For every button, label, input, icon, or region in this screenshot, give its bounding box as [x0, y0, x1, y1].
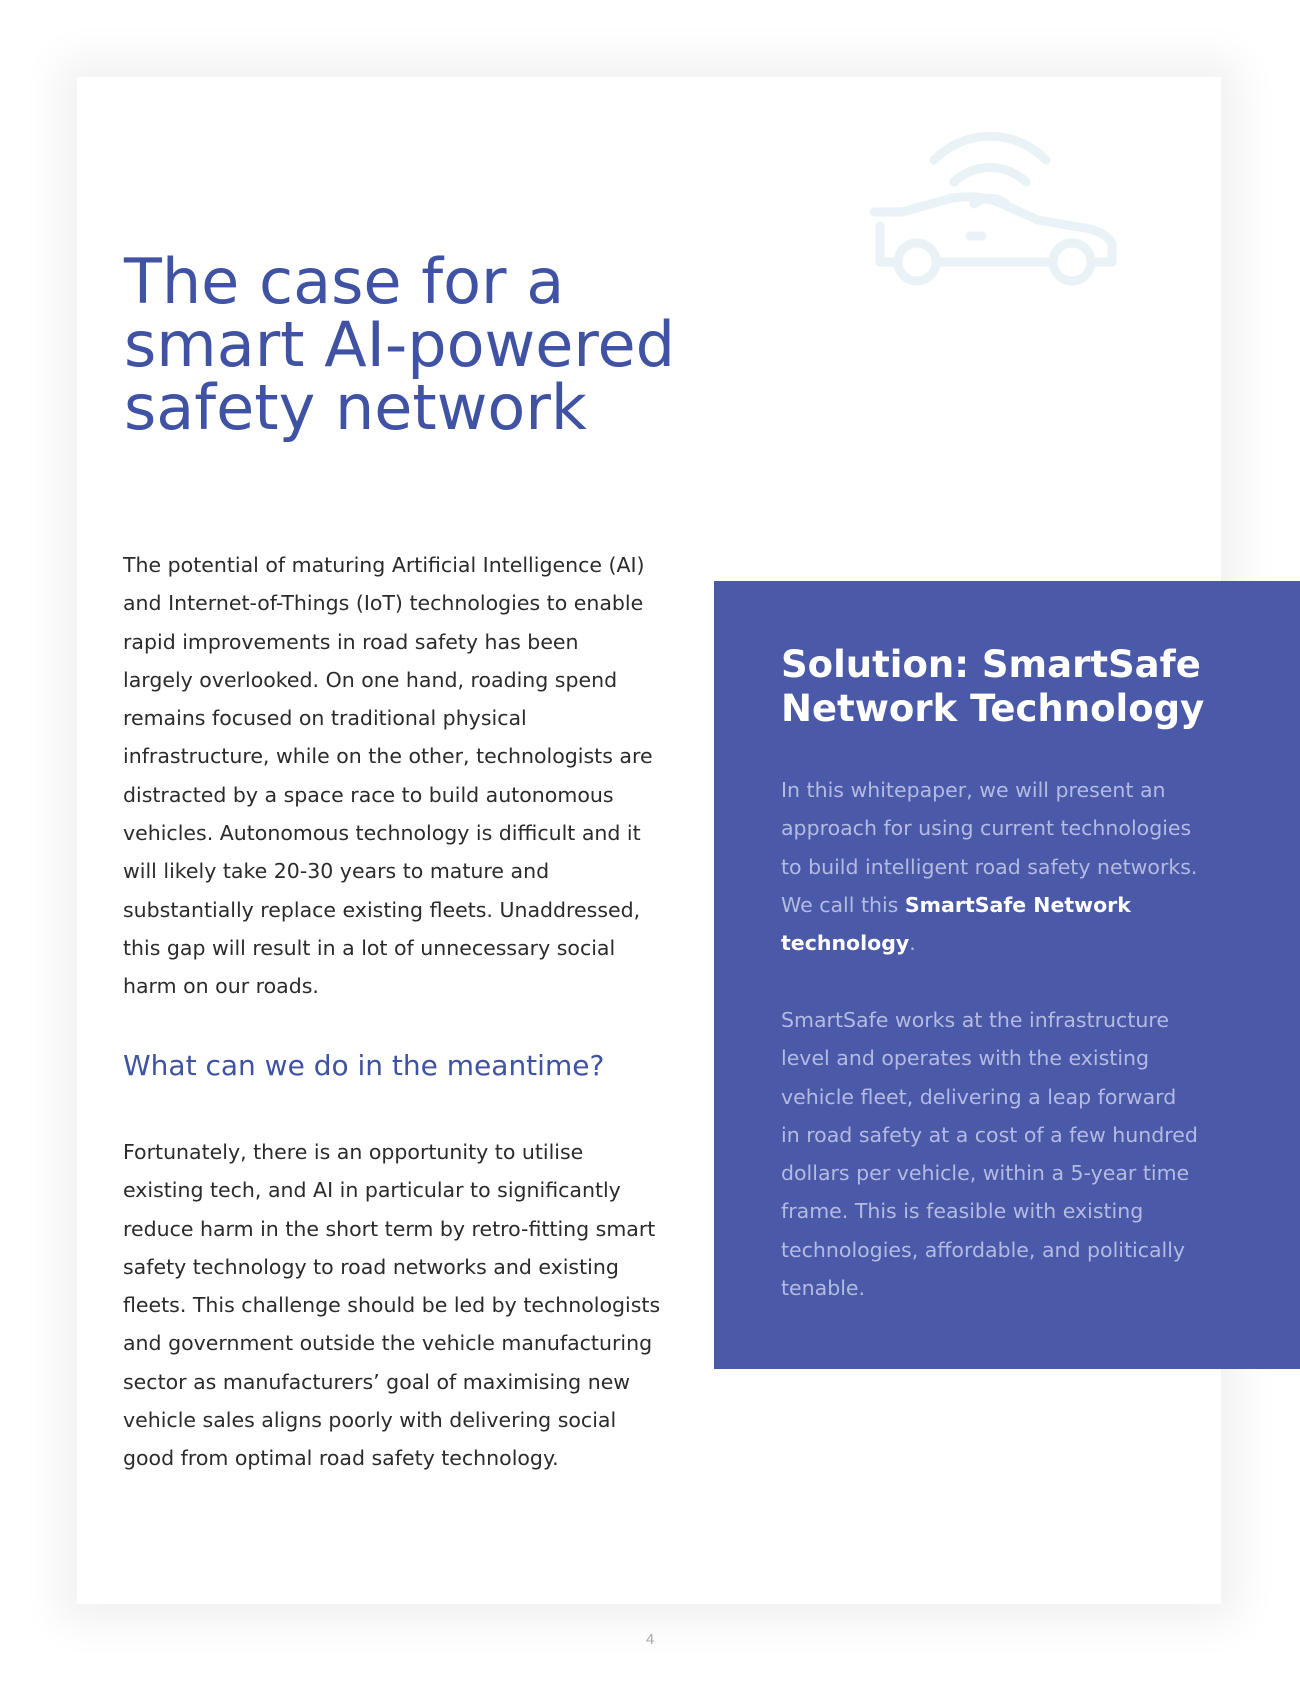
- meantime-heading: What can we do in the meantime?: [123, 1049, 605, 1082]
- solution-p1-end: .: [909, 931, 916, 956]
- page-number: 4: [645, 1631, 655, 1648]
- solution-p1-text: In this whitepaper, we will present an approach for using current technologies to build intelligent road safety networks. We call this: [781, 778, 1198, 917]
- meantime-paragraph: Fortunately, there is an opportunity to utilise existing tech, and AI in particular to significantly reduce harm in the short term by retro-fitting smart safety technology to road networks and existing fleets. This challenge should be led by technologists and government outside the vehicle manufacturing sector as manufacturers’ goal of maximising new vehicle sales aligns poorly with delivering social good from optimal road safety technology.: [123, 1140, 661, 1471]
- solution-title: Solution: SmartSafe Network Technology: [781, 643, 1205, 730]
- connected-car-icon: [862, 128, 1127, 298]
- solution-paragraph-2: SmartSafe works at the infrastructure level and operates with the existing vehicle fleet, delivering a leap forward in road safety at a cost of a few hundred dollars per vehicle, within a 5-year time frame. This is feasible with existing technologies, affordable, and politically tenable.: [781, 1008, 1198, 1301]
- solution-paragraph-1: [781, 771, 1201, 962]
- smartsafe-term: SmartSafe Network technology: [781, 892, 1131, 956]
- page-title: The case for a smart AI-powered safety network: [124, 245, 676, 444]
- intro-paragraph: The potential of maturing Artificial Intelligence (AI) and Internet-of-Things (IoT) technologies to enable rapid improvements in road safety has been largely overlooked. On one hand, roading spend remains focused on traditional physical infrastructure, while on the other, technologists are distracted by a space race to build autonomous vehicles. Autonomous technology is difficult and it will likely take 20-30 years to mature and substantially replace existing fleets. Unaddressed, this gap will result in a lot of unnecessary social harm on our roads.: [123, 553, 653, 999]
